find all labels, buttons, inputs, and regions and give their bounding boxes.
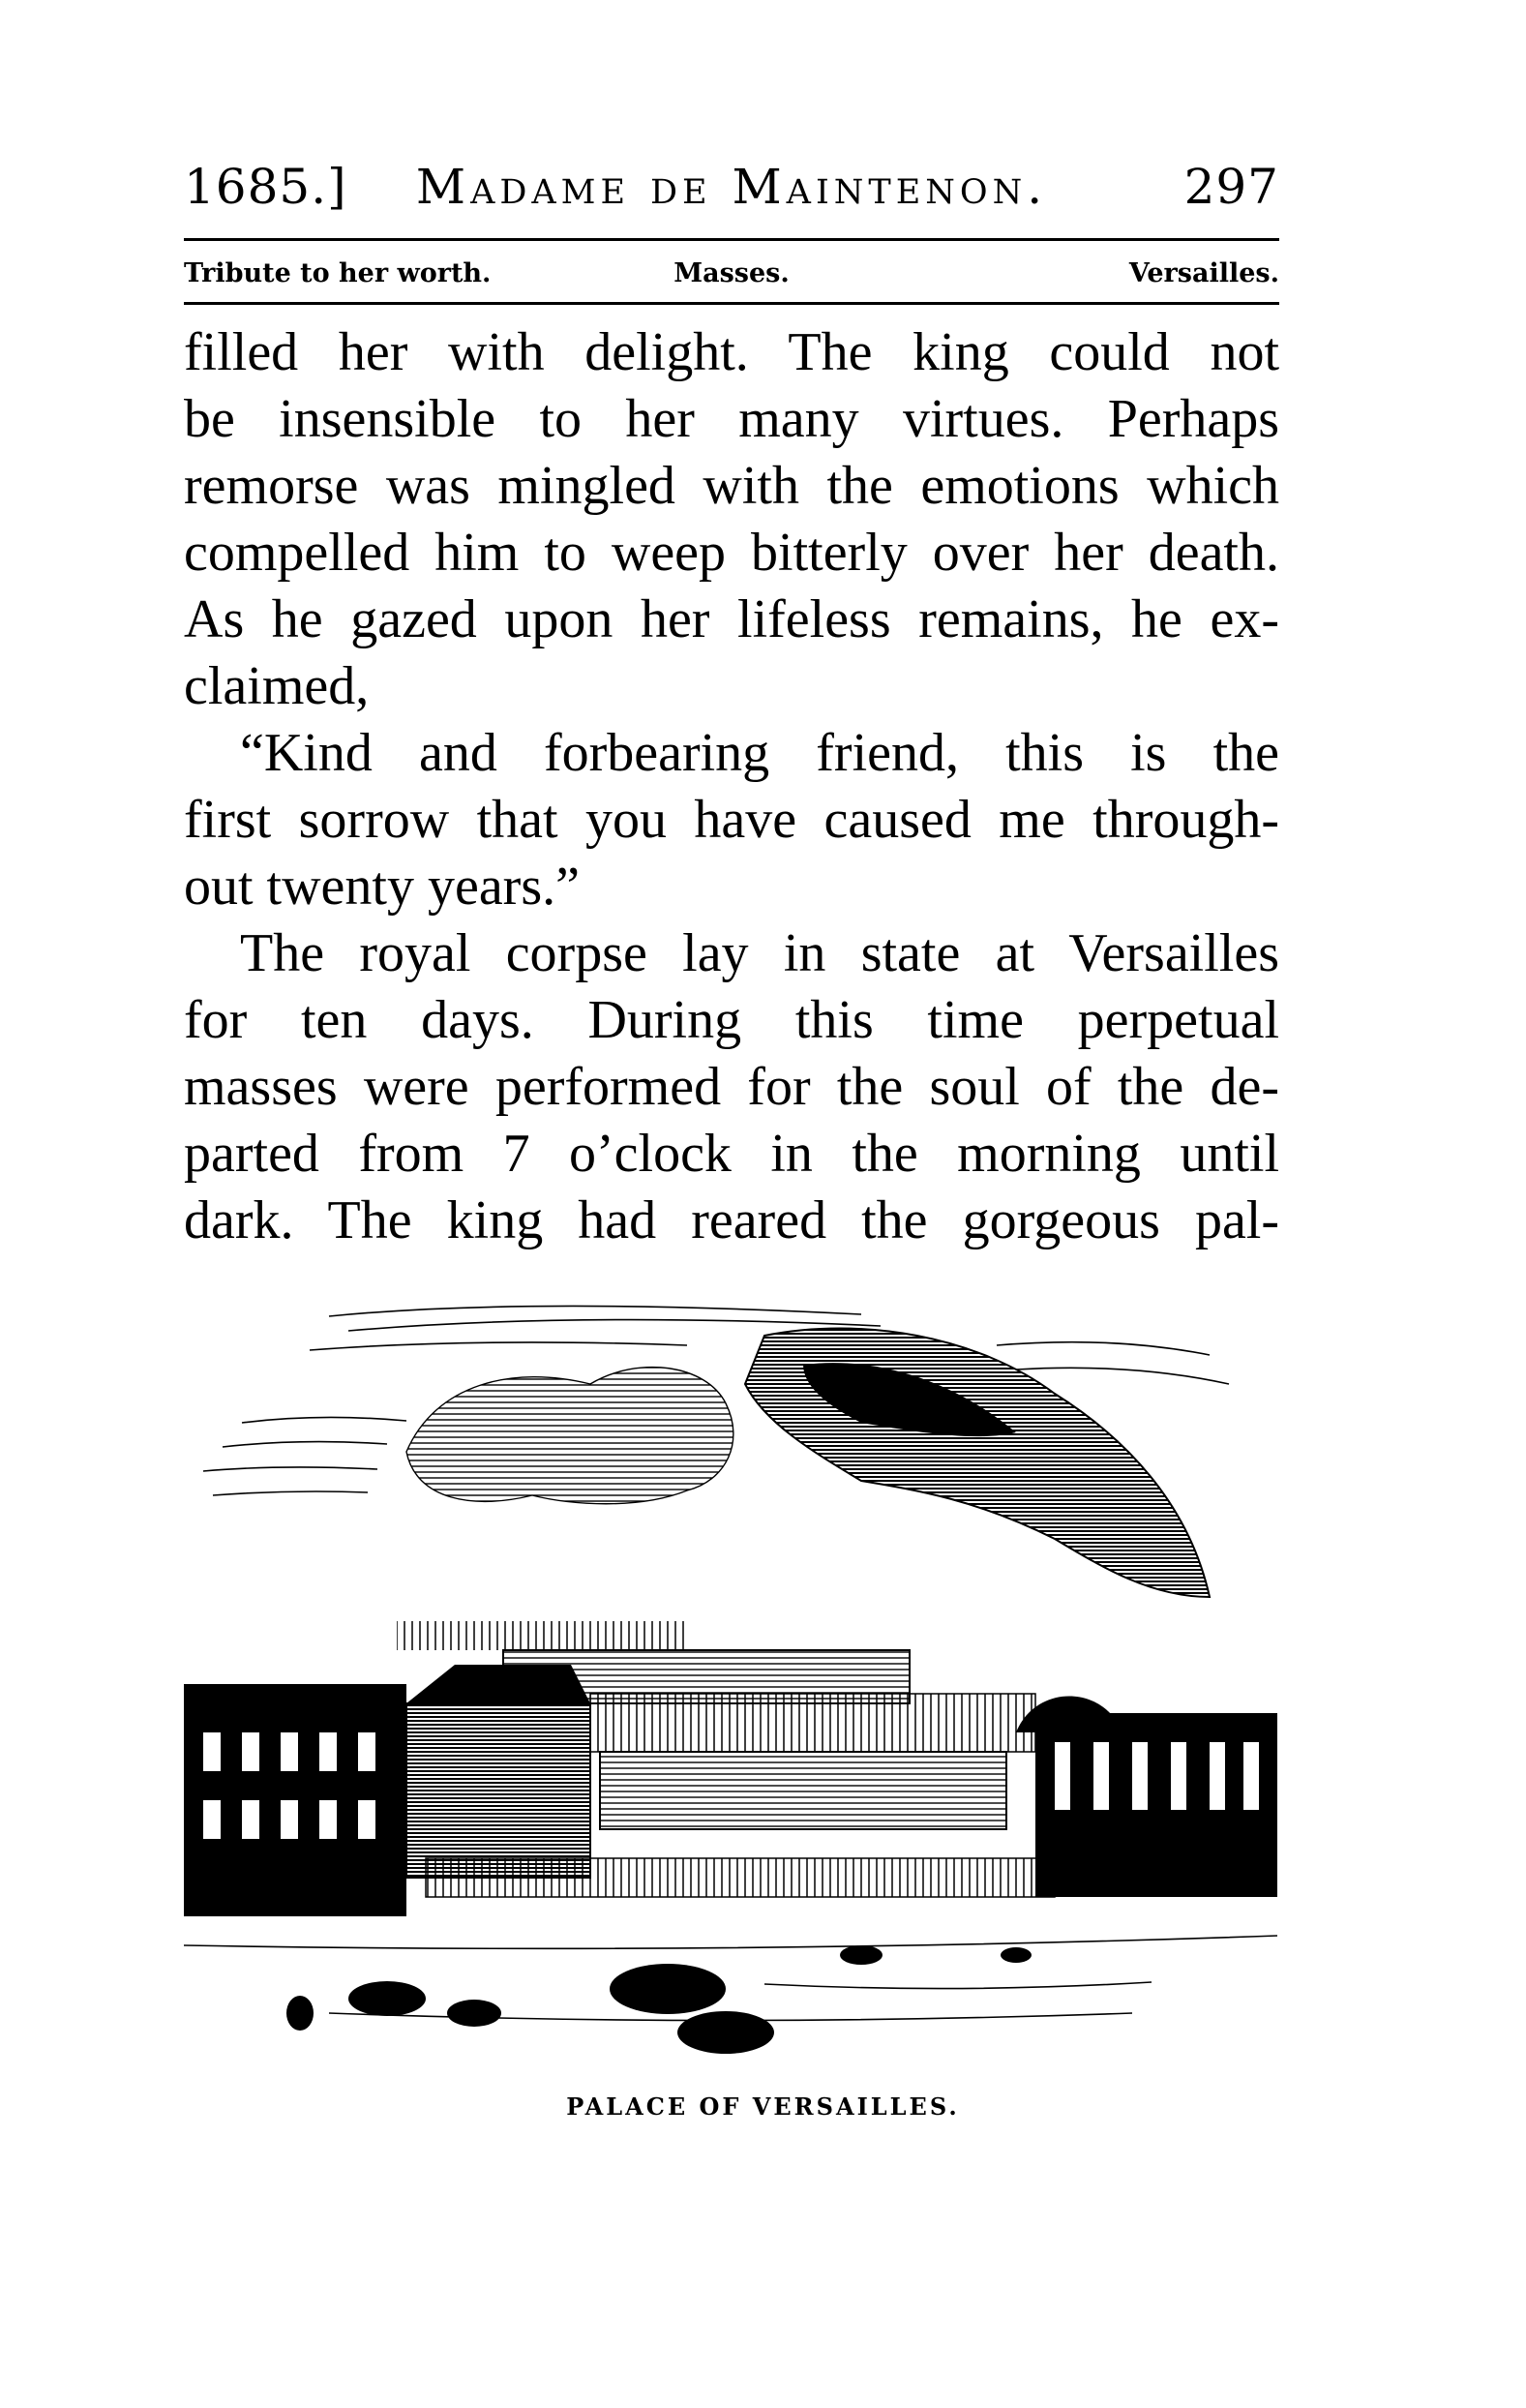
text-line: dark. The king had reared the gorgeous pal- <box>184 1190 1279 1250</box>
paragraph <box>184 920 1279 1254</box>
text-line: compelled him to weep bitterly over her death. <box>184 523 1279 583</box>
header-title: Madame de Maintenon. <box>415 159 1048 215</box>
body-text <box>184 319 1279 1254</box>
paragraph <box>184 319 1279 720</box>
text-line: parted from 7 o’clock in the morning until <box>184 1124 1279 1184</box>
text-line: first sorrow that you have caused me through- <box>184 790 1279 850</box>
header-rule-bottom <box>184 302 1279 305</box>
text-line: for ten days. During this time perpetual <box>184 990 1279 1050</box>
subject-center: Masses. <box>673 258 790 288</box>
text-line: masses were performed for the soul of the de- <box>184 1057 1279 1117</box>
text-line: be insensible to her many virtues. Perhaps <box>184 389 1279 449</box>
subject-left: Tribute to her worth. <box>184 258 492 288</box>
text-line: claimed, <box>184 656 370 716</box>
text-line: “Kind and forbearing friend, this is the <box>240 723 1279 783</box>
palace-engraving-icon <box>184 1278 1277 2062</box>
text-line: As he gazed upon her lifeless remains, he ex- <box>184 589 1279 649</box>
subject-right: Versailles. <box>1128 258 1279 288</box>
running-head <box>184 153 1279 221</box>
text-line: out twenty years.” <box>184 857 580 917</box>
subject-line <box>184 250 1279 298</box>
header-year: 1685.] <box>184 159 347 215</box>
figure-caption: PALACE OF VERSAILLES. <box>566 2092 960 2121</box>
page-number: 297 <box>1183 159 1279 215</box>
text-line: The royal corpse lay in state at Versailles <box>240 923 1279 983</box>
header-rule-top <box>184 238 1279 241</box>
paragraph <box>184 720 1279 920</box>
text-line: remorse was mingled with the emotions which <box>184 456 1279 516</box>
text-line: filled her with delight. The king could not <box>184 322 1279 382</box>
